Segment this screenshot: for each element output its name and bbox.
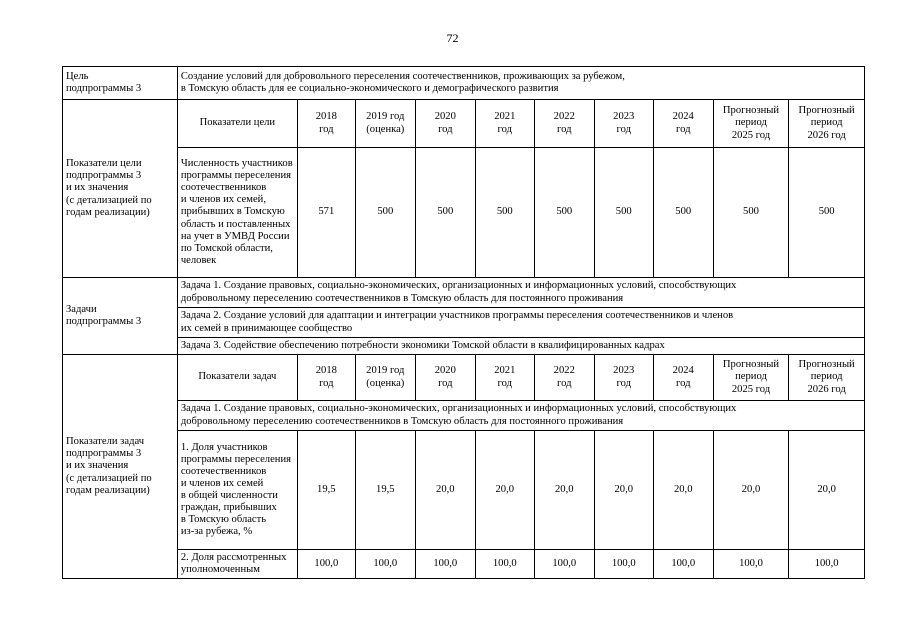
indicator-value: 100,0 (297, 550, 355, 579)
indicator-value: 20,0 (789, 431, 865, 550)
year-header: Прогнозный период 2026 год (789, 100, 865, 148)
year-header: 2023 год (594, 355, 653, 401)
indicator-value: 500 (594, 148, 653, 278)
indicator-value: 20,0 (534, 431, 594, 550)
indicator-value: 500 (415, 148, 475, 278)
indicator-name: 2. Доля рассмотренных уполномоченным (177, 550, 297, 579)
indicator-value: 500 (355, 148, 415, 278)
task-row (63, 401, 865, 431)
goal-indicators-header-row (63, 100, 865, 148)
indicator-value: 100,0 (534, 550, 594, 579)
table-body (63, 67, 865, 579)
indicator-value: 100,0 (475, 550, 534, 579)
indicator-value: 100,0 (415, 550, 475, 579)
task-row (63, 338, 865, 355)
table-row (63, 550, 865, 579)
year-header: 2020 год (415, 100, 475, 148)
indicator-value: 20,0 (713, 431, 789, 550)
table-row (63, 431, 865, 550)
indicator-value: 100,0 (594, 550, 653, 579)
indicator-value: 20,0 (415, 431, 475, 550)
indicator-value: 20,0 (653, 431, 713, 550)
year-header: 2022 год (534, 100, 594, 148)
goal-row (63, 67, 865, 100)
indicator-value: 500 (653, 148, 713, 278)
task-text: Задача 2. Создание условий для адаптации и интеграции участников программы переселения соотечественников и членов их семей в принимающее сообщество (177, 308, 864, 338)
indicator-value: 500 (475, 148, 534, 278)
task-text: Задача 3. Содействие обеспечению потребности экономики Томской области в квалифицированных кадрах (177, 338, 864, 355)
indicator-value: 19,5 (297, 431, 355, 550)
indicator-value: 100,0 (713, 550, 789, 579)
task-indicators-title: Показатели задач (177, 355, 297, 401)
year-header: Прогнозный период 2025 год (713, 100, 789, 148)
goal-label: Цель подпрограммы 3 (63, 67, 178, 100)
indicator-name: 1. Доля участников программы переселения соотечественников и членов их семей в общей численности граждан, прибывших в Томскую область из-за рубежа, % (177, 431, 297, 550)
year-header: 2020 год (415, 355, 475, 401)
task-text: Задача 1. Создание правовых, социально-экономических, организационных и информационных условий, способствующих добровольному переселению соотечественников в Томскую область для постоянного проживания (177, 401, 864, 431)
year-header: 2021 год (475, 355, 534, 401)
goal-text: Создание условий для добровольного переселения соотечественников, проживающих за рубежом, в Томскую область для ее социально-экономического и демографического развития (177, 67, 864, 100)
task-row (63, 308, 865, 338)
indicator-value: 100,0 (355, 550, 415, 579)
indicator-value: 571 (297, 148, 355, 278)
task-text: Задача 1. Создание правовых, социально-экономических, организационных и информационных условий, способствующих добровольному переселению соотечественников в Томскую область для постоянного проживания (177, 278, 864, 308)
year-header: 2019 год (оценка) (355, 100, 415, 148)
task-indicators-label: Показатели задач подпрограммы 3 и их значения (с детализацией по годам реализации) (63, 355, 178, 579)
subprogram-table (62, 66, 865, 579)
tasks-label: Задачи подпрограммы 3 (63, 278, 178, 355)
year-header: 2024 год (653, 355, 713, 401)
indicator-value: 500 (789, 148, 865, 278)
task-row (63, 278, 865, 308)
table-row (63, 148, 865, 278)
page-number: 72 (446, 31, 459, 45)
year-header: 2019 год (оценка) (355, 355, 415, 401)
year-header: Прогнозный период 2025 год (713, 355, 789, 401)
goal-indicators-title: Показатели цели (177, 100, 297, 148)
year-header: 2024 год (653, 100, 713, 148)
goal-indicators-label: Показатели цели подпрограммы 3 и их значения (с детализацией по годам реализации) (63, 100, 178, 278)
indicator-value: 20,0 (475, 431, 534, 550)
year-header: 2021 год (475, 100, 534, 148)
indicator-value: 19,5 (355, 431, 415, 550)
year-header: 2023 год (594, 100, 653, 148)
task-indicators-header-row (63, 355, 865, 401)
year-header: Прогнозный период 2026 год (789, 355, 865, 401)
indicator-value: 500 (713, 148, 789, 278)
indicator-value: 100,0 (789, 550, 865, 579)
year-header: 2018 год (297, 355, 355, 401)
indicator-value: 20,0 (594, 431, 653, 550)
year-header: 2022 год (534, 355, 594, 401)
year-header: 2018 год (297, 100, 355, 148)
indicator-name: Численность участников программы переселения соотечественников и членов их семей, прибывших в Томскую область и поставленных на учет в УМВД России по Томской области, человек (177, 148, 297, 278)
indicator-value: 500 (534, 148, 594, 278)
indicator-value: 100,0 (653, 550, 713, 579)
